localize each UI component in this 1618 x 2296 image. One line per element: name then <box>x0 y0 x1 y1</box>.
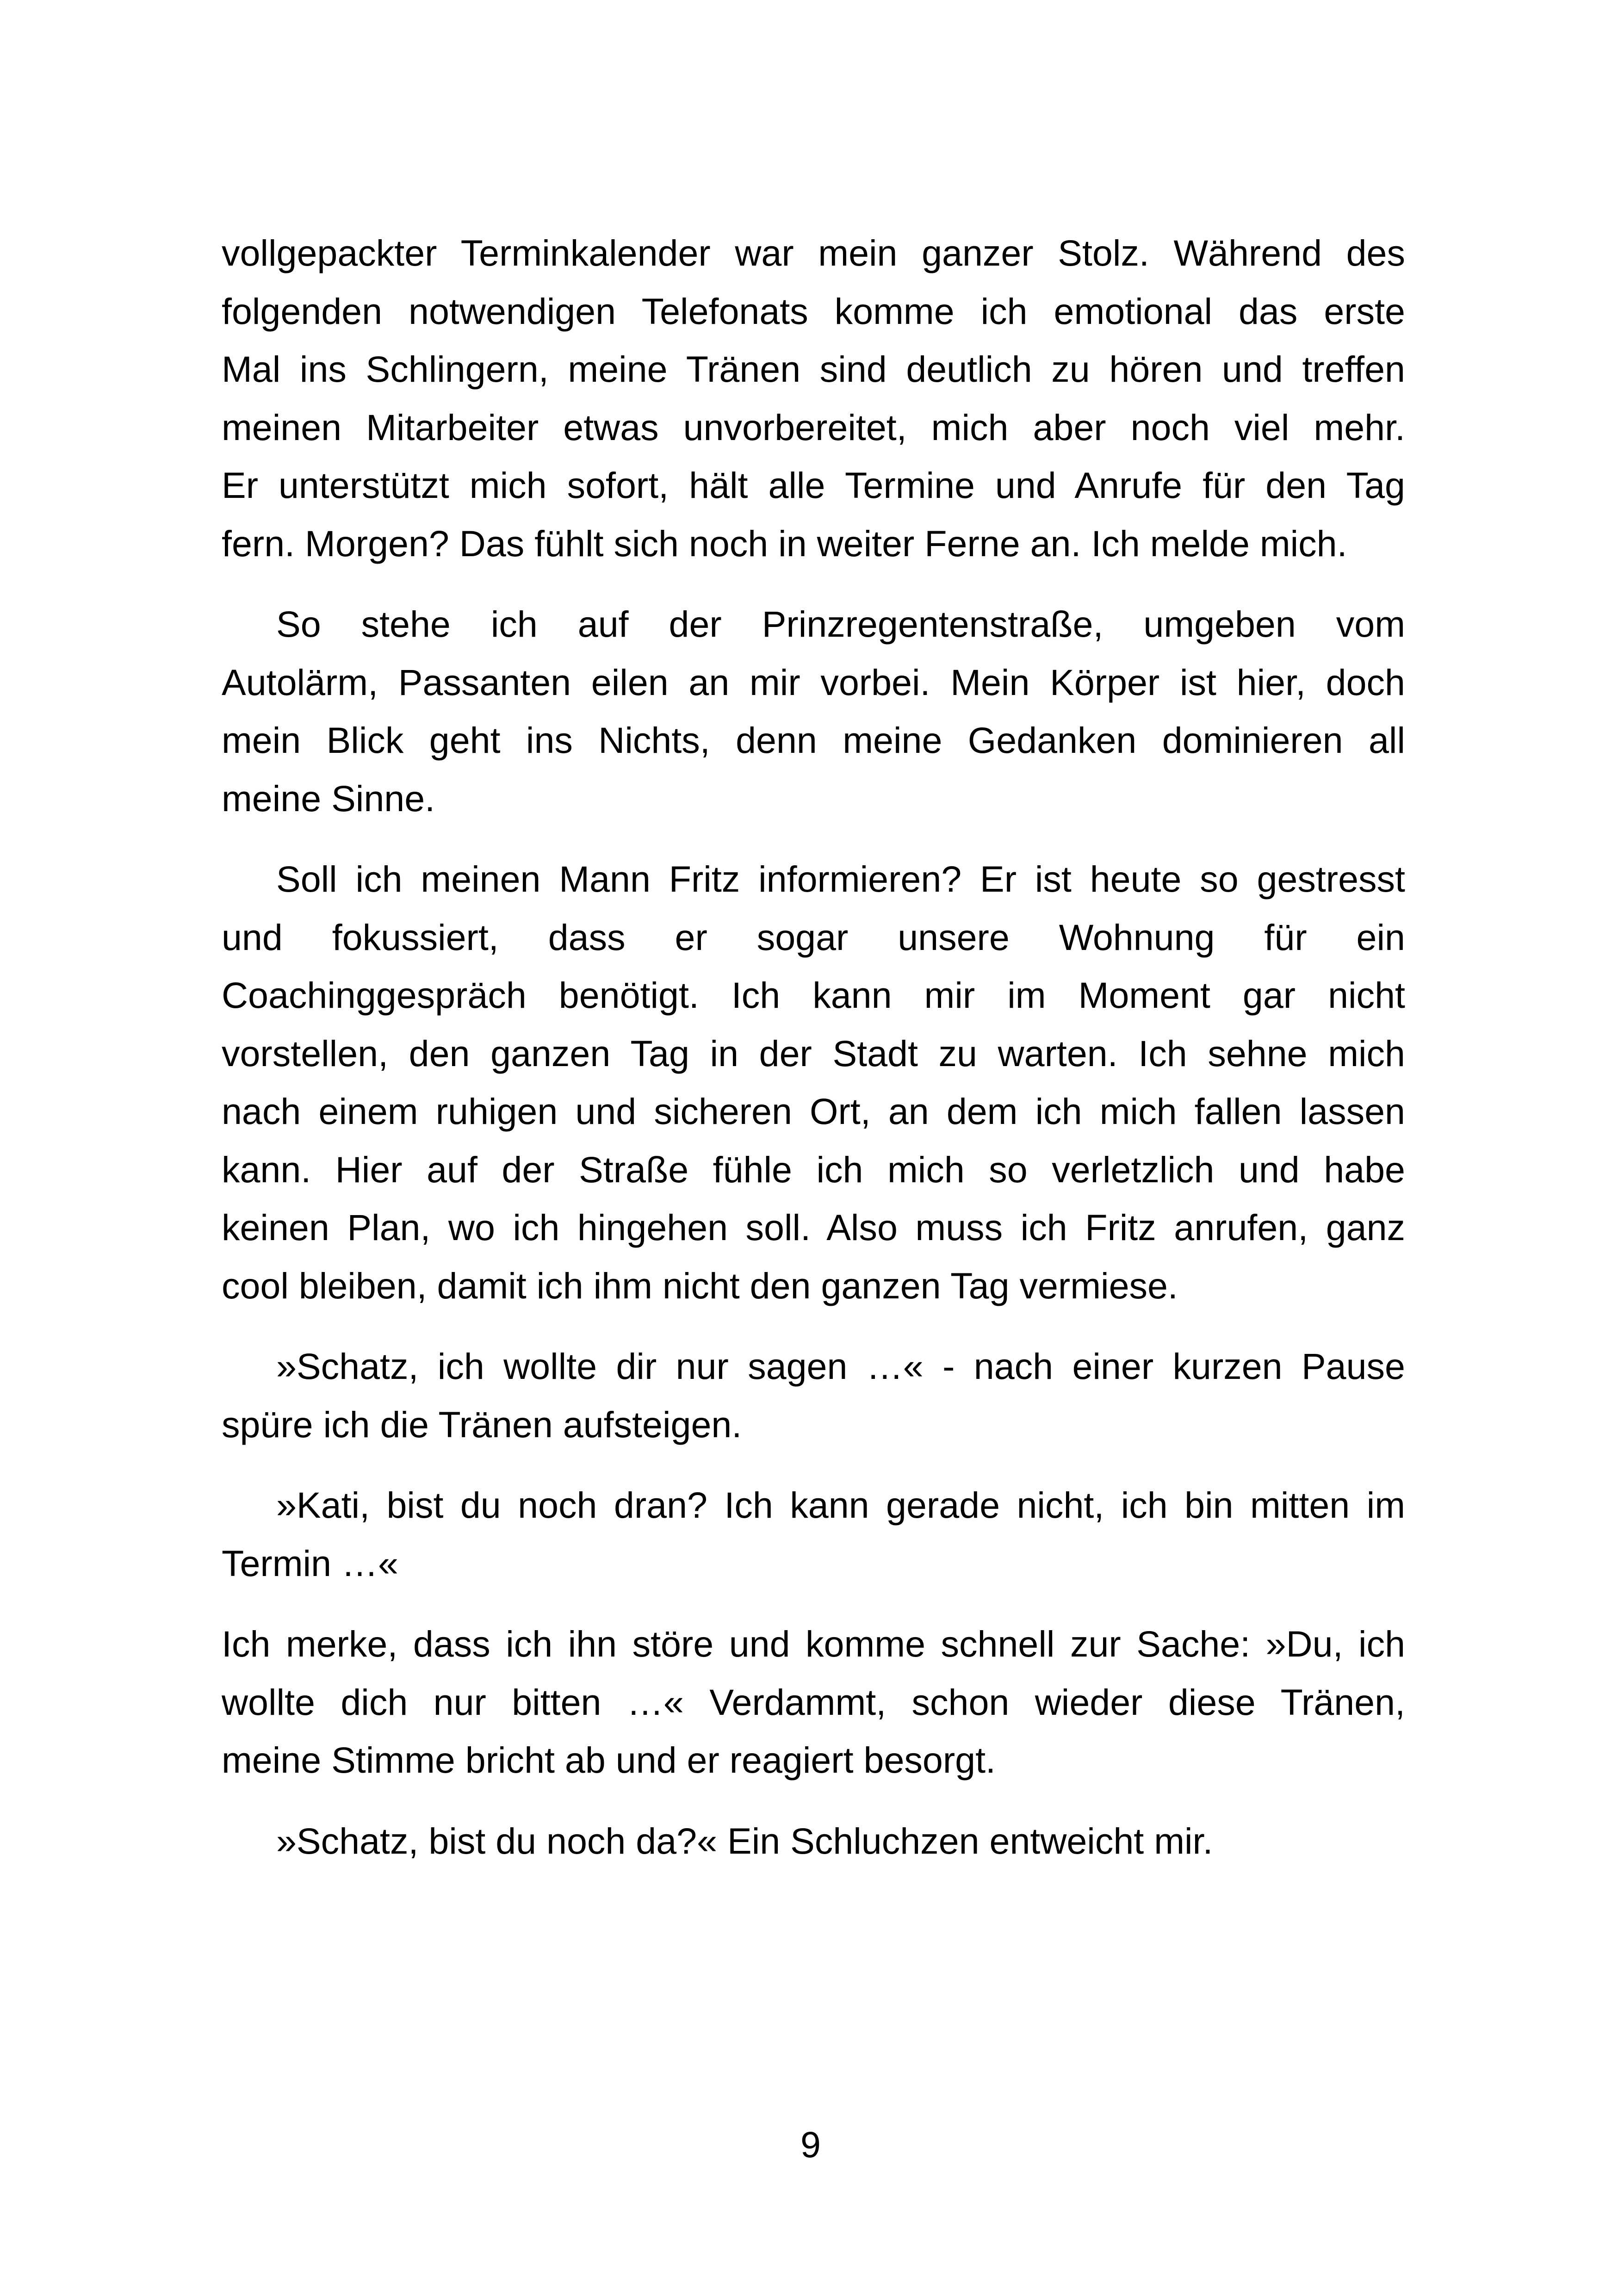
paragraph <box>222 595 1405 827</box>
text-line: kann. Hier auf der Straße fühle ich mich so verletzlich und habe <box>222 1148 1405 1190</box>
text-line: vorstellen, den ganzen Tag in der Stadt zu warten. Ich sehne mich <box>222 1032 1405 1074</box>
text-line: mein Blick geht ins Nichts, denn meine Gedanken dominieren all <box>222 720 1405 761</box>
text-line: wollte dich nur bitten …« Verdammt, schon wieder diese Tränen, <box>222 1681 1405 1723</box>
text-line: »Kati, bist du noch dran? Ich kann gerade nicht, ich bin mitten im <box>276 1484 1405 1526</box>
text-line: nach einem ruhigen und sicheren Ort, an dem ich mich fallen lassen <box>222 1091 1405 1132</box>
paragraph <box>222 1615 1405 1789</box>
text-line: spüre ich die Tränen aufsteigen. <box>222 1403 742 1445</box>
paragraph <box>222 1476 1405 1592</box>
text-line: Coachinggespräch benötigt. Ich kann mir im Moment gar nicht <box>222 974 1405 1016</box>
text-line: So stehe ich auf der Prinzregentenstraße, umgeben vom <box>276 603 1405 645</box>
text-line: Ich merke, dass ich ihn störe und komme schnell zur Sache: »Du, ich <box>222 1623 1405 1664</box>
text-line: meine Stimme bricht ab und er reagiert besorgt. <box>222 1739 996 1781</box>
page-number: 9 <box>800 2124 821 2165</box>
text-line: »Schatz, bist du noch da?« Ein Schluchzen entweicht mir. <box>276 1820 1213 1862</box>
text-line: »Schatz, ich wollte dir nur sagen …« - nach einer kurzen Pause <box>276 1346 1405 1387</box>
paragraph <box>222 224 1405 572</box>
body-text <box>222 224 1405 1893</box>
text-line: fern. Morgen? Das fühlt sich noch in weiter Ferne an. Ich melde mich. <box>222 522 1347 564</box>
paragraph <box>222 850 1405 1315</box>
text-line: meinen Mitarbeiter etwas unvorbereitet, mich aber noch viel mehr. <box>222 406 1405 448</box>
text-line: und fokussiert, dass er sogar unsere Wohnung für ein <box>222 916 1405 958</box>
text-line: folgenden notwendigen Telefonats komme ich emotional das erste <box>222 290 1405 332</box>
text-line: Mal ins Schlingern, meine Tränen sind deutlich zu hören und treffen <box>222 348 1405 390</box>
text-line: Er unterstützt mich sofort, hält alle Termine und Anrufe für den Tag <box>222 465 1405 506</box>
text-line: meine Sinne. <box>222 777 435 819</box>
paragraph <box>222 1812 1405 1870</box>
text-line: Soll ich meinen Mann Fritz informieren? Er ist heute so gestresst <box>276 858 1405 900</box>
text-line: keinen Plan, wo ich hingehen soll. Also muss ich Fritz anrufen, ganz <box>222 1207 1405 1248</box>
text-line: Termin …« <box>222 1542 398 1584</box>
text-line: vollgepackter Terminkalender war mein ganzer Stolz. Während des <box>222 232 1405 273</box>
paragraph <box>222 1337 1405 1453</box>
text-line: cool bleiben, damit ich ihm nicht den ganzen Tag vermiese. <box>222 1265 1178 1306</box>
text-line: Autolärm, Passanten eilen an mir vorbei. Mein Körper ist hier, doch <box>222 661 1405 703</box>
